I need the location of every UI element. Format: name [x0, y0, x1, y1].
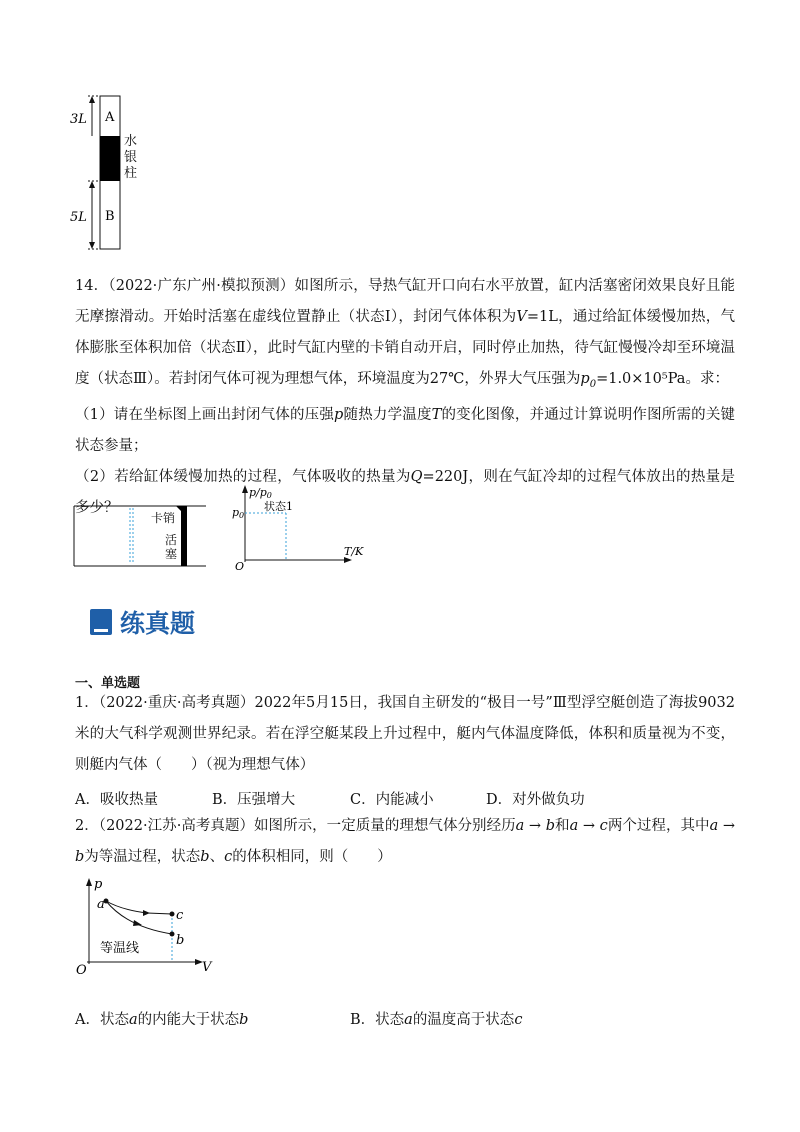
pT-p0-label: p0 [232, 506, 245, 520]
q2-option-a[interactable]: A．状态a的内能大于状态b [75, 1012, 249, 1028]
tube-label-A: A [105, 110, 115, 125]
pV-point-a: a [97, 897, 105, 912]
pV-y-label: p [94, 877, 103, 892]
q1-option-c[interactable]: C．内能减小 [350, 792, 434, 808]
pV-graph [72, 872, 222, 977]
tube-label-3L: 3L [70, 112, 87, 127]
pT-state-label: 状态1 [264, 500, 293, 513]
pT-origin: O [235, 560, 245, 572]
piston-label: 活 塞 [165, 533, 178, 561]
book-icon [90, 609, 112, 635]
pV-x-label: V [202, 960, 212, 975]
tube-label-5L: 5L [70, 210, 87, 225]
q2-option-b[interactable]: B．状态a的温度高于状态c [350, 1012, 523, 1028]
question-14: 14．（2022·广东广州·模拟预测）如图所示，导热气缸开口向右水平放置，缸内活塞密闭效果良好且能无摩擦滑动。开始时活塞在虚线位置静止（状态Ⅰ），封闭气体体积为V=1L，通过给缸体缓慢加热，气体膨胀至体积加倍（状态Ⅱ），此时气缸内壁的卡销自动开启，同时停止加热，待气缸慢慢冷却至环境温度（状态Ⅲ）。若封闭气体可视为理想气体，环境温度为27℃，外界大气压强为$p_0=1.0\times 10^5Pa$。求： （1）请在坐标图上画出封闭气体的压强p随热力学温度T的变化图像，并通过计算说明作图所需的关键状态参量； （2）若给缸体缓慢加热的过程，气体吸收的热量为Q=220J，则在气缸冷却的过程气体放出的热量是多少？ [75, 271, 735, 524]
section-heading: 练真题 [90, 604, 195, 640]
single-choice-title: 一、单选题 [75, 676, 141, 691]
question-1: 1．（2022·重庆·高考真题）2022年5月15日，我国自主研发的“极目一号”Ⅲ型浮空艇创造了海拔9032米的大气科学观测世界纪录。若在浮空艇某段上升过程中，艇内气体温度降低，体积和质量视为不变，则艇内气体（ ）（视为理想气体） [75, 695, 735, 773]
q14-number: 14． [75, 278, 109, 294]
pT-graph [226, 482, 376, 572]
q1-option-d[interactable]: D．对外做负功 [486, 792, 585, 808]
pV-point-b: b [176, 933, 185, 948]
q1-option-b[interactable]: B．压强增大 [212, 792, 296, 808]
q1-options [75, 788, 585, 809]
cylinder-figure [72, 500, 212, 572]
q1-option-a[interactable]: A．吸收热量 [75, 792, 158, 808]
q2-options [75, 1008, 522, 1029]
pin-label: 卡销 [151, 511, 176, 525]
q14-part1: （1）请在坐标图上画出封闭气体的压强p随热力学温度T的变化图像，并通过计算说明作图所需的关键状态参量； [75, 406, 735, 454]
mercury-column [100, 136, 120, 181]
pT-y-label: p/p0 [249, 486, 272, 500]
pV-point-c: c [176, 908, 184, 923]
pV-origin: O [76, 963, 87, 977]
pT-x-label: T/K [344, 545, 364, 558]
q14-part2: （2）若给缸体缓慢加热的过程，气体吸收的热量为Q=220J，则在气缸冷却的过程气体放出的热量是多少？ [75, 468, 735, 516]
process-a-to-c [106, 901, 172, 914]
mercury-label: 水 银 柱 [124, 134, 138, 181]
tube-label-B: B [105, 209, 115, 224]
pV-isotherm-label: 等温线 [100, 941, 140, 956]
q14-source: （2022·广东广州·模拟预测） [108, 278, 295, 294]
question-2: 2．（2022·江苏·高考真题）如图所示，一定质量的理想气体分别经历a → b和a → c两个过程，其中a → b为等温过程，状态b、c的体积相同，则（ ） [75, 818, 736, 865]
